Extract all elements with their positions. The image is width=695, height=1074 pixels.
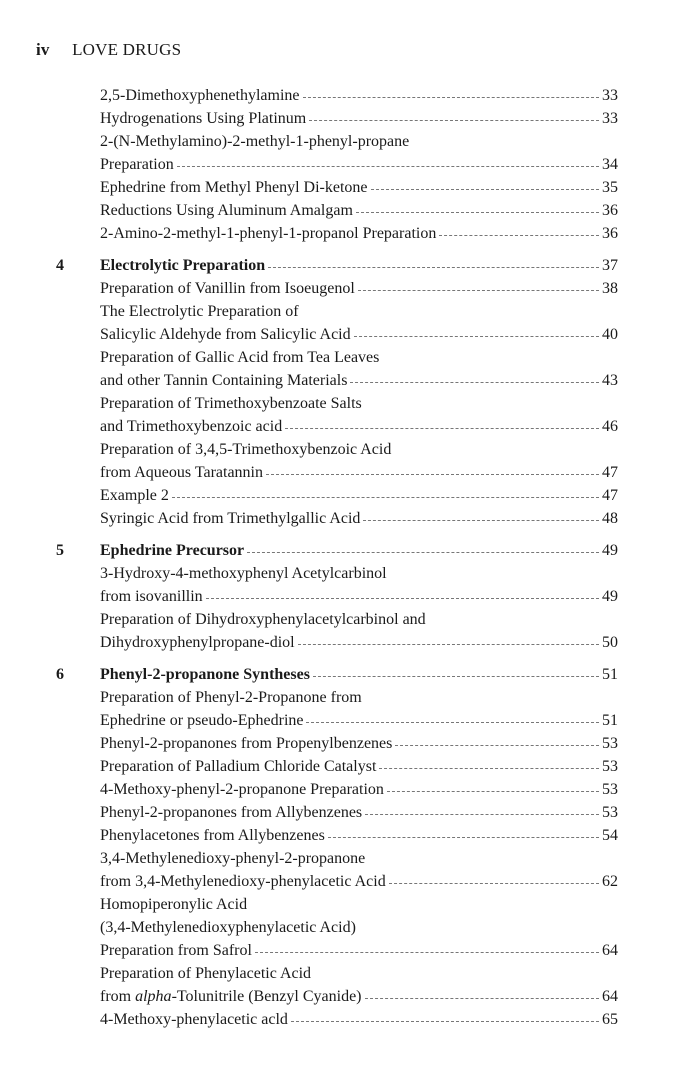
- entry-title-line: 2,5-Dimethoxyphenethylamine: [100, 87, 300, 104]
- dot-leader: [266, 474, 599, 475]
- toc-entry: [100, 199, 618, 222]
- entry-title-line: Preparation of Phenyl-2-Propanone from: [100, 689, 362, 706]
- toc-entry: [100, 732, 618, 755]
- chapter-number: 6: [56, 666, 64, 683]
- entry-title-line: from isovanillin: [100, 588, 203, 605]
- toc-section: [48, 539, 618, 654]
- entry-title-line: (3,4-Methylenedioxyphenylacetic Acid): [100, 919, 356, 936]
- entry-page-number: 46: [602, 418, 618, 435]
- dot-leader: [379, 768, 599, 769]
- entry-title-line: 2-(N-Methylamino)-2-methyl-1-phenyl-propane: [100, 133, 410, 150]
- dot-leader: [177, 166, 599, 167]
- entry-title-line: Ephedrine or pseudo-Ephedrine: [100, 712, 304, 729]
- entry-title-line: 3-Hydroxy-4-methoxyphenyl Acetylcarbinol: [100, 565, 387, 582]
- toc-entry: [100, 484, 618, 507]
- entry-title-line: 4-Methoxy-phenyl-2-propanone Preparation: [100, 781, 384, 798]
- dot-leader: [303, 97, 599, 98]
- entry-title-line: Phenylacetones from Allybenzenes: [100, 827, 325, 844]
- entry-title-line: Hydrogenations Using Platinum: [100, 110, 307, 127]
- entry-title-line: Preparation from Safrol: [100, 942, 252, 959]
- dot-leader: [291, 1021, 599, 1022]
- entry-page-number: 37: [602, 257, 618, 274]
- entry-title-line: and other Tannin Containing Materials: [100, 372, 348, 389]
- dot-leader: [313, 676, 599, 677]
- dot-leader: [247, 552, 599, 553]
- entry-title-line: Phenyl-2-propanones from Propenylbenzenes: [100, 735, 393, 752]
- entry-title-line: Preparation of Palladium Chloride Catalyst: [100, 758, 377, 775]
- entry-title-line: Salicylic Aldehyde from Salicylic Acid: [100, 326, 351, 343]
- toc-entry: [100, 608, 618, 654]
- entry-title-line: Dihydroxyphenylpropane-diol: [100, 634, 295, 651]
- dot-leader: [309, 120, 599, 121]
- toc-entry: [100, 107, 618, 130]
- dot-leader: [206, 598, 599, 599]
- entry-title-line: The Electrolytic Preparation of: [100, 303, 299, 320]
- entry-page-number: 51: [602, 666, 618, 683]
- entry-title-line: Preparation: [100, 156, 174, 173]
- toc-entry: [100, 507, 618, 530]
- toc-section: [48, 254, 618, 530]
- entry-page-number: 54: [602, 827, 618, 844]
- entry-title-line: 3,4-Methylenedioxy-phenyl-2-propanone: [100, 850, 366, 867]
- dot-leader: [439, 235, 599, 236]
- dot-leader: [298, 644, 599, 645]
- table-of-contents: [48, 84, 618, 1031]
- page-number: iv: [36, 40, 50, 59]
- toc-entry: [100, 277, 618, 300]
- entry-title-line: Preparation of Gallic Acid from Tea Leaves: [100, 349, 380, 366]
- entry-page-number: 48: [602, 510, 618, 527]
- entry-title-line: Example 2: [100, 487, 169, 504]
- toc-entry: [100, 130, 618, 176]
- entry-page-number: 36: [602, 202, 618, 219]
- entry-page-number: 62: [602, 873, 618, 890]
- entry-title-line: Preparation of Trimethoxybenzoate Salts: [100, 395, 362, 412]
- toc-entry: [100, 84, 618, 107]
- entry-page-number: 33: [602, 87, 618, 104]
- dot-leader: [356, 212, 599, 213]
- entry-title-line: Ephedrine Precursor: [100, 542, 245, 559]
- entry-page-number: 49: [602, 588, 618, 605]
- toc-entry: [100, 222, 618, 245]
- entry-page-number: 64: [602, 988, 618, 1005]
- dot-leader: [306, 722, 599, 723]
- toc-entry: [100, 801, 618, 824]
- entry-page-number: 43: [602, 372, 618, 389]
- dot-leader: [387, 791, 599, 792]
- toc-entry: [100, 686, 618, 732]
- entry-page-number: 53: [602, 735, 618, 752]
- entry-title-line: Phenyl-2-propanone Syntheses: [100, 666, 310, 683]
- entry-title-line: Preparation of 3,4,5-Trimethoxybenzoic Acid: [100, 441, 392, 458]
- chapter-number: 5: [56, 542, 64, 559]
- toc-entry: [100, 755, 618, 778]
- entry-page-number: 35: [602, 179, 618, 196]
- entry-title-line: 4-Methoxy-phenylacetic acld: [100, 1011, 288, 1028]
- toc-entry: [100, 176, 618, 199]
- entry-page-number: 53: [602, 758, 618, 775]
- entry-title-line: Phenyl-2-propanones from Allybenzenes: [100, 804, 363, 821]
- chapter-title-entry: [100, 663, 618, 686]
- entry-page-number: 53: [602, 781, 618, 798]
- dot-leader: [255, 952, 599, 953]
- dot-leader: [350, 382, 599, 383]
- entry-page-number: 65: [602, 1011, 618, 1028]
- entry-title-line: 2-Amino-2-methyl-1-phenyl-1-propanol Preparation: [100, 225, 437, 242]
- entry-title-line: Preparation of Dihydroxyphenylacetylcarbinol and: [100, 611, 426, 628]
- running-header: [36, 40, 181, 60]
- toc-entry: [100, 962, 618, 1008]
- entry-title-line: Homopiperonylic Acid: [100, 896, 248, 913]
- entry-page-number: 53: [602, 804, 618, 821]
- entry-page-number: 49: [602, 542, 618, 559]
- entry-title-line: Preparation of Phenylacetic Acid: [100, 965, 312, 982]
- toc-entry: [100, 300, 618, 346]
- entry-page-number: 50: [602, 634, 618, 651]
- toc-entry: [100, 392, 618, 438]
- entry-title-line: Preparation of Vanillin from Isoeugenol: [100, 280, 355, 297]
- book-title: LOVE DRUGS: [72, 40, 182, 59]
- toc-entry: [100, 562, 618, 608]
- dot-leader: [365, 998, 600, 999]
- dot-leader: [371, 189, 600, 190]
- entry-page-number: 51: [602, 712, 618, 729]
- toc-entry: [100, 778, 618, 801]
- toc-entry: [100, 346, 618, 392]
- entry-page-number: 47: [602, 464, 618, 481]
- dot-leader: [172, 497, 599, 498]
- toc-entry: [100, 438, 618, 484]
- entry-title-line: Reductions Using Aluminum Amalgam: [100, 202, 353, 219]
- entry-page-number: 33: [602, 110, 618, 127]
- toc-entry: [100, 847, 618, 893]
- dot-leader: [363, 520, 599, 521]
- chapter-number: 4: [56, 257, 64, 274]
- toc-section: [48, 84, 618, 245]
- toc-entry: [100, 893, 618, 962]
- dot-leader: [354, 336, 599, 337]
- toc-entry: [100, 1008, 618, 1031]
- dot-leader: [285, 428, 599, 429]
- entry-title-line: Ephedrine from Methyl Phenyl Di-ketone: [100, 179, 368, 196]
- dot-leader: [268, 267, 599, 268]
- chapter-title-entry: [100, 539, 618, 562]
- dot-leader: [395, 745, 599, 746]
- dot-leader: [365, 814, 599, 815]
- toc-section: [48, 663, 618, 1031]
- entry-page-number: 40: [602, 326, 618, 343]
- entry-title-line: and Trimethoxybenzoic acid: [100, 418, 283, 435]
- entry-page-number: 47: [602, 487, 618, 504]
- entry-title-line: Syringic Acid from Trimethylgallic Acid: [100, 510, 361, 527]
- entry-title-line: Electrolytic Preparation: [100, 257, 266, 274]
- entry-page-number: 34: [602, 156, 618, 173]
- dot-leader: [389, 883, 599, 884]
- entry-page-number: 36: [602, 225, 618, 242]
- entry-title-line: from alpha-Tolunitrile (Benzyl Cyanide): [100, 988, 362, 1005]
- chapter-title-entry: [100, 254, 618, 277]
- entry-title-line: from 3,4-Methylenedioxy-phenylacetic Acid: [100, 873, 386, 890]
- entry-page-number: 38: [602, 280, 618, 297]
- toc-entry: [100, 824, 618, 847]
- entry-page-number: 64: [602, 942, 618, 959]
- dot-leader: [328, 837, 599, 838]
- entry-title-line: from Aqueous Taratannin: [100, 464, 263, 481]
- dot-leader: [358, 290, 599, 291]
